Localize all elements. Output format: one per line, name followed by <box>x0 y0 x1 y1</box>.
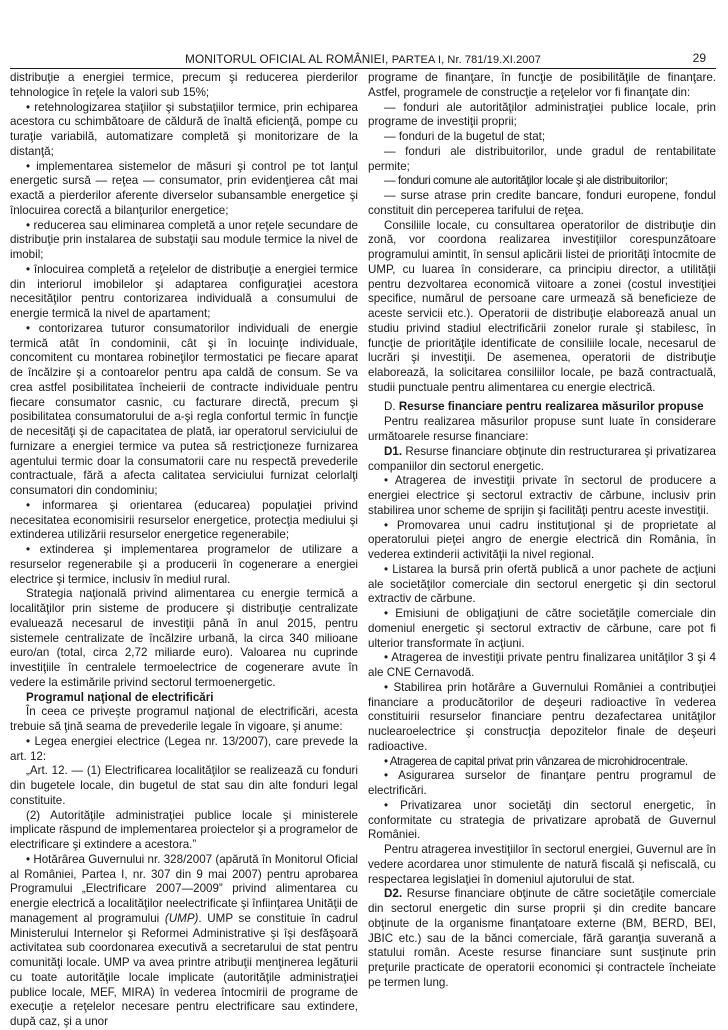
paragraph: Pentru realizarea măsurilor propuse sunt luate în considerare următoarele resurse financiare: <box>368 415 716 443</box>
subsection-label: D1. <box>384 444 403 458</box>
bullet-item <box>10 853 358 1030</box>
bullet-item: • implementarea sistemelor de măsuri şi control pe tot lanţul energetic sursă — reţea — consumator, prin evidenţierea cât mai exactă a pierderilor aferente diverselor subansamble energetice şi înlocuirea corectă a bilanţurilor energetice; <box>10 159 358 217</box>
paragraph: În ceea ce priveşte programul naţional de electrificări, acesta trebuie să ţină seama de prevederile legale în vigoare, şi anume: <box>10 705 358 733</box>
publication-title-caps: MONITORUL OFICIAL AL ROMÂNIEI, <box>185 52 392 66</box>
subsection <box>368 445 716 475</box>
bullet-item: • Stabilirea prin hotărâre a Guvernului României a contribuţiei financiare a producătorilor de deşeuri radioactive în vederea constituirii resurselor financiare pentru dezafectarea unităţilor nuclearoelectrice şi construcţia depozitelor finale de deşeuri radioactive. <box>368 680 716 753</box>
bullet-item: • Privatizarea unor societăţi din sectorul energetic, în conformitate cu strategia de privatizare aprobată de Guvernul României. <box>368 798 716 842</box>
bullet-item: • Promovarea unui cadru instituţional şi de proprietate al operatorului pieţei angro de energie electrică din România, în vederea extinderii activităţii la nivel regional. <box>368 518 716 561</box>
hg-text-continued: . UMP se constituie în cadrul Ministerului Internelor şi Reformei Administrative şi îşi desfăşoară activitatea sub coordonarea executivă a secretarului de stat pentru comunităţi locale. UMP va avea printre atribuţii menţinerea legăturii cu toate autorităţile locale implicate (autorităţile administraţiei publice locale, MEF, MIRA) în vederea întocmirii de programe de execuţie a reţelelor necesare pentru electrificare sau extindere, după caz, şi a unor <box>10 911 358 1028</box>
list-item: — surse atrase prin credite bancare, fonduri europene, fondul constituit din perceperea tarifului de reţea. <box>368 189 716 217</box>
ump-abbreviation: (UMP) <box>164 911 199 925</box>
hg-text: • Hotărârea Guvernului nr. 328/2007 (apărută în Monitorul Oficial al României, Partea I, nr. 307 din 9 mai 2007) pentru aprobarea Programului „Electrificare 2007—2009” privind alimentarea cu energie electrică a localităţilor neelectrificate şi înfiinţarea Unităţii de management al programului <box>10 852 358 925</box>
section-letter: D. <box>384 399 399 413</box>
bullet-item: • contorizarea tuturor consumatorilor individuali de energie termică atât în condominii, cât şi în locuinţe individuale, concomitent cu montarea robineţilor termostatici pe fiecare aparat de încălzire şi a contoarelor pentru apa caldă de consum. Se va crea astfel posibilitatea încheierii de contracte individuale pentru fiecare consumator casnic, cu facturare directă, precum şi posibilitatea consumatorului de a-şi regla confortul termic în funcţie de necesităţi şi de capacitatea de plată, iar operatorul serviciului de furnizare a energiei termice va putea să restricţioneze furnizarea agentului termic doar la consumatorii care nu respectă prevederile contractuale, fără a afecta calitatea serviciului furnizat celorlalţi consumatori din condominiu; <box>10 321 358 497</box>
bullet-item: • Asigurarea surselor de finanţare pentru programul de electrificări. <box>368 769 716 797</box>
list-item: — fonduri de la bugetul de stat; <box>384 130 546 143</box>
bullet-item: • Atragerea de investiţii private pentru finalizarea unităţilor 3 şi 4 ale CNE Cernavodă. <box>368 651 716 679</box>
bullet-item: • înlocuirea completă a reţelelor de distribuţie a energiei termice din interiorul imobilelor şi adaptarea configuraţiei acestora necesităţilor pentru contorizarea individuală a consumului de energie termică la nivel de apartament; <box>10 262 358 320</box>
paragraph: Pentru atragerea investiţiilor în sectorul energiei, Guvernul are în vedere acordarea unor stimulente de natură fiscală şi nefiscală, cu respectarea legislaţiei în domeniul ajutorului de stat. <box>368 843 716 886</box>
paragraph: Consiliile locale, cu consultarea operatorilor de distribuţie din zonă, vor coordona realizarea investiţiilor corespunzătoare programului amintit, în sensul aplicării listei de priorităţi întocmite de UMP, cu luarea în considerare, ca principiu director, a utilităţii pentru dezvoltarea economică viitoare a zonei (costul investiţiei specifice, numărul de persoane care urmează să beneficieze de aceste servicii etc.). Operatorii de distribuţie elaborează anual un studiu privind stadiul electrificării zonelor rurale şi stabilesc, în funcţie de priorităţile identificate de consiliile locale, necesarul de lucrări şi investiţii. De asemenea, operatorii de distribuţie elaborează, la solicitarea consiliilor locale, pe bază contractuală, studii punctuale pentru alimentarea cu energie electrică. <box>368 218 716 394</box>
section-heading <box>368 400 716 415</box>
page-number: 29 <box>692 51 706 65</box>
bullet-item: • Atragerea de capital privat prin vânzarea de microhidrocentrale. <box>384 754 688 768</box>
subsection-text: Resurse financiare obţinute de către societăţile comerciale din sectorul energetic din surse proprii şi din credite bancare obţinute de la organisme finanţatoare externe (BM, BERD, BEI, JBIC etc.) sau de la bănci comerciale, fără garanţia suverană a statului român. Aceste resurse financiare sunt susţinute prin preţurile practicate de operatorii economici şi contractele încheiate pe termen lung. <box>368 887 716 989</box>
right-column <box>368 71 716 991</box>
bullet-item: • extinderea şi implementarea programelor de utilizare a resurselor regenerabile şi a producerii în cogenerare a energiei electrice şi termice, inclusiv în mediul rural. <box>10 543 358 586</box>
list-item: — fonduri comune ale autorităţilor locale şi ale distribuitorilor; <box>384 174 668 188</box>
bullet-item: • Emisiuni de obligaţiuni de către societăţile comerciale din domeniul energetic şi sectorul extractiv de cărbune, care pot fi ulterior transformate în acţiuni. <box>368 607 716 650</box>
section-heading: Programul naţional de electrificări <box>26 690 214 704</box>
list-item: — fonduri ale autorităţilor administraţiei publice locale, prin programe de investiţii proprii; <box>368 100 716 129</box>
bullet-item: • Legea energiei electrice (Legea nr. 13/2007), care prevede la art. 12: <box>10 734 358 763</box>
list-item: — fonduri ale distribuitorilor, unde gradul de rentabilitate permite; <box>368 144 716 173</box>
subsection <box>368 887 716 990</box>
left-column <box>10 71 358 1030</box>
subsection-label: D2. <box>384 887 403 901</box>
paragraph: programe de finanţare, în funcţie de posibilităţile de finanţare. Astfel, programele de construcţie a reţelelor vor fi finanţate din: <box>368 71 716 99</box>
page-header <box>10 52 716 69</box>
bullet-item: • informarea şi orientarea (educarea) populaţiei privind necesitatea economisirii resurselor energetice, protecţia mediului şi extinderea utilizării resurselor energetice regenerabile; <box>10 498 358 542</box>
paragraph: distribuţie a energiei termice, precum şi reducerea pierderilor tehnologice în reţele la valori sub 15%; <box>10 71 358 99</box>
subsection-text: Resurse financiare obţinute din restructurarea şi privatizarea companiilor din sectorul energetic. <box>368 444 716 473</box>
publication-title-issue: PARTEA I, Nr. 781/19.XI.2007 <box>391 54 541 66</box>
bullet-item: • retehnologizarea staţiilor şi substaţiilor termice, prin echiparea acestora cu schimbătoare de căldură de înaltă eficienţă, pompe cu turaţie variabilă, automatizare completă şi monitorizare de la distanţă; <box>10 100 358 158</box>
quoted-article: „Art. 12. — (1) Electrificarea localităţilor se realizează cu fonduri din bugetele locale, din bugetul de stat sau din alte fonduri legal constituite. <box>10 764 358 807</box>
quoted-article: (2) Autorităţile administraţiei publice locale şi ministerele implicate răspund de implementarea proiectelor şi a programelor de electrificare şi extindere a acestora.” <box>10 808 358 851</box>
bullet-item: • reducerea sau eliminarea completă a unor reţele secundare de distribuţie prin instalarea de substaţii sau module termice la nivel de imobil; <box>10 218 358 261</box>
bullet-item: • Listarea la bursă prin ofertă publică a unor pachete de acţiuni ale societăţilor comerciale din sectorul energetic şi din sectorul extractiv de cărbune. <box>368 562 716 606</box>
section-title: Resurse financiare pentru realizarea măsurilor propuse <box>398 399 704 413</box>
paragraph: Strategia naţională privind alimentarea cu energie termică a localităţilor prin sisteme de producere şi distribuţie centralizate evaluează necesarul de investiţii până în anul 2015, pentru sistemele centralizate de încălzire urbană, la circa 340 milioane euro/an (total, circa 2,72 miliarde euro). Valoarea nu cuprinde investiţiile în centralele termoelectrice de cogenerare avute în vedere la estimările privind sectorul termoenergetic. <box>10 587 358 689</box>
bullet-item: • Atragerea de investiţii private în sectorul de producere a energiei electrice şi sectorul extractiv de cărbune, inclusiv prin stabilirea unor scheme de sprijin şi facilităţi pentru aceste investiţii. <box>368 474 716 517</box>
publication-title <box>10 52 716 66</box>
